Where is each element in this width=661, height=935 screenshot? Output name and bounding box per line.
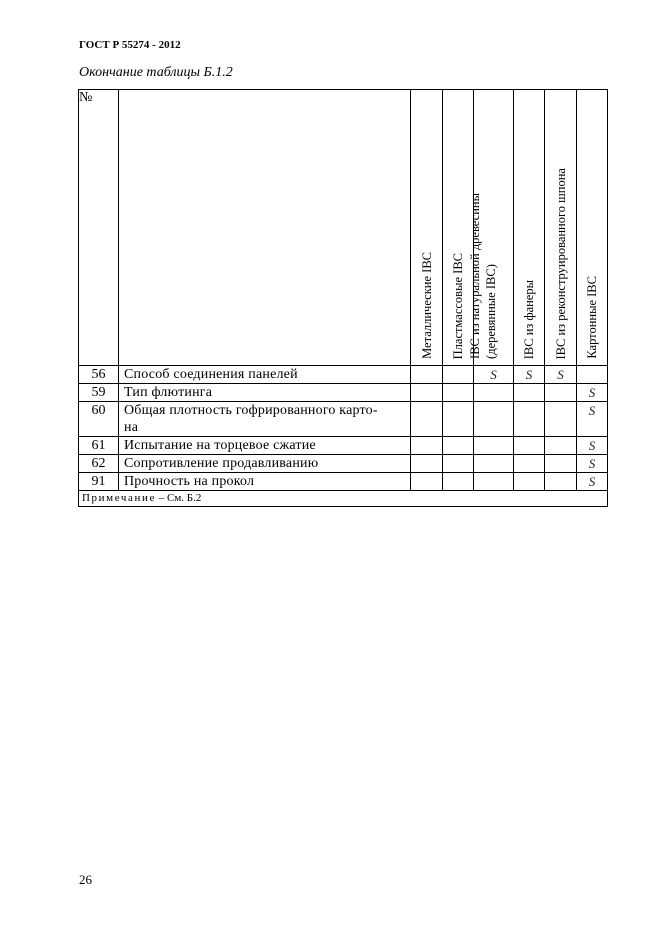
mark-cell: [474, 402, 514, 437]
mark-cell: S: [474, 366, 514, 384]
mark-cell: S: [514, 366, 545, 384]
column-header-veneer-ibc: IBC из реконструированного шпона: [545, 90, 577, 366]
mark-cell: S: [545, 366, 577, 384]
mark-cell: [474, 437, 514, 455]
row-number: 60: [79, 402, 119, 437]
mark-cell: [443, 402, 474, 437]
row-number: 61: [79, 437, 119, 455]
mark-cell: S: [577, 437, 608, 455]
row-name: Тип флютинга: [119, 384, 411, 402]
row-name: Испытание на торцевое сжатие: [119, 437, 411, 455]
row-name: Сопротивление продавливанию: [119, 455, 411, 473]
mark-cell: [443, 366, 474, 384]
column-header-cardboard-ibc: Картонные IBC: [577, 90, 608, 366]
mark-cell: [411, 402, 443, 437]
mark-cell: [514, 473, 545, 491]
mark-cell: S: [577, 473, 608, 491]
mark-cell: [514, 455, 545, 473]
row-name: Прочность на прокол: [119, 473, 411, 491]
mark-cell: [545, 473, 577, 491]
table-note: Примечание – См. Б.2: [79, 491, 608, 507]
table-row: [79, 366, 608, 384]
mark-cell: [577, 366, 608, 384]
mark-cell: [443, 437, 474, 455]
mark-cell: [474, 473, 514, 491]
mark-cell: S: [577, 455, 608, 473]
mark-cell: [411, 384, 443, 402]
page-number: 26: [79, 872, 92, 887]
mark-cell: [443, 455, 474, 473]
mark-cell: [443, 473, 474, 491]
table-row: [79, 402, 608, 437]
mark-cell: [474, 384, 514, 402]
mark-cell: [545, 384, 577, 402]
table-caption: Окончание таблицы Б.1.2: [79, 65, 233, 80]
requirements-table: [78, 89, 608, 507]
column-header-wooden-ibc: IBC из натуральной древесины (деревянные IBC): [474, 90, 514, 366]
table-row: [79, 437, 608, 455]
table-row: [79, 455, 608, 473]
table-header-row: [79, 90, 608, 366]
mark-cell: [443, 384, 474, 402]
mark-cell: [411, 366, 443, 384]
mark-cell: [514, 384, 545, 402]
mark-cell: [545, 455, 577, 473]
mark-cell: [411, 455, 443, 473]
table-row: [79, 384, 608, 402]
mark-cell: [474, 455, 514, 473]
mark-cell: [514, 437, 545, 455]
column-header-plywood-ibc: IBC из фанеры: [514, 90, 545, 366]
mark-cell: [411, 473, 443, 491]
row-name: Общая плотность гофрированного карто- на: [119, 402, 411, 437]
mark-cell: [514, 402, 545, 437]
table-note-row: [79, 491, 608, 507]
column-header-metal-ibc: Металлические IBC: [411, 90, 443, 366]
number-column-header: №: [79, 90, 119, 366]
row-number: 91: [79, 473, 119, 491]
name-column-header: [119, 90, 411, 366]
row-number: 56: [79, 366, 119, 384]
mark-cell: [545, 437, 577, 455]
row-number: 59: [79, 384, 119, 402]
mark-cell: [411, 437, 443, 455]
mark-cell: S: [577, 402, 608, 437]
row-number: 62: [79, 455, 119, 473]
table-row: [79, 473, 608, 491]
row-name: Способ соединения панелей: [119, 366, 411, 384]
column-header-plastic-ibc: Пластмассовые IBC: [443, 90, 474, 366]
mark-cell: S: [577, 384, 608, 402]
document-header: ГОСТ Р 55274 - 2012: [79, 39, 181, 51]
mark-cell: [545, 402, 577, 437]
